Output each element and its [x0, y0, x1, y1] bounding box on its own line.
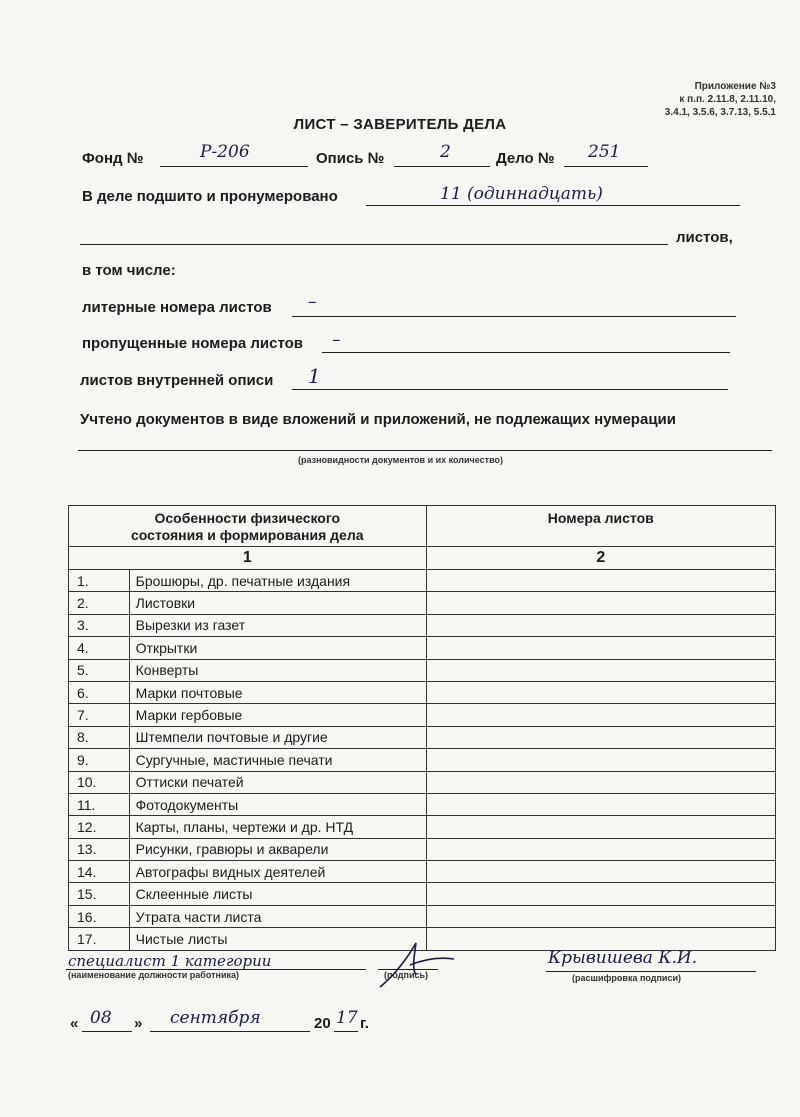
row-page-numbers — [426, 928, 775, 950]
name-line — [546, 971, 756, 972]
row-page-numbers — [426, 816, 775, 838]
missing-pages-label: пропущенные номера листов — [82, 335, 303, 352]
date-year-prefix: 20 — [314, 1015, 331, 1032]
annex-line-2: к п.п. 2.11.8, 2.11.10, — [679, 94, 776, 105]
row-number: 3. — [69, 614, 130, 636]
inventory-value: 2 — [440, 142, 451, 162]
row-page-numbers — [426, 704, 775, 726]
row-number: 16. — [69, 905, 130, 927]
row-feature: Сургучные, мастичные печати — [129, 749, 426, 771]
row-number: 10. — [69, 771, 130, 793]
signature-caption: (подпись) — [384, 970, 429, 980]
row-feature: Оттиски печатей — [129, 771, 426, 793]
date-month: сентября — [170, 1008, 261, 1028]
row-page-numbers — [426, 614, 775, 636]
table-row — [69, 637, 776, 659]
inner-inventory-label: листов внутренней описи — [80, 372, 274, 389]
row-number: 9. — [69, 749, 130, 771]
including-label: в том числе: — [82, 262, 176, 279]
date-year-suffix: 17 — [336, 1008, 358, 1028]
table-row — [69, 905, 776, 927]
row-feature: Штемпели почтовые и другие — [129, 726, 426, 748]
name-value: Крывишева К.И. — [548, 948, 698, 968]
inventory-line — [394, 166, 490, 167]
row-page-numbers — [426, 749, 775, 771]
table-row — [69, 681, 776, 703]
row-page-numbers — [426, 726, 775, 748]
filed-suffix: листов, — [676, 229, 733, 246]
missing-pages-value: – — [332, 330, 341, 350]
table-column-numbers — [69, 547, 776, 570]
row-number: 4. — [69, 637, 130, 659]
row-page-numbers — [426, 659, 775, 681]
row-page-numbers — [426, 793, 775, 815]
date-year-line — [334, 1031, 358, 1032]
filed-line — [366, 205, 740, 206]
table-row — [69, 749, 776, 771]
attachments-label: Учтено документов в виде вложений и приложений, не подлежащих нумерации — [80, 411, 676, 428]
row-number: 8. — [69, 726, 130, 748]
row-number: 7. — [69, 704, 130, 726]
row-feature: Автографы видных деятелей — [129, 861, 426, 883]
header-col1: Особенности физического состояния и формирования дела — [69, 506, 427, 547]
letter-pages-value: – — [308, 292, 317, 312]
date-year-end: г. — [360, 1015, 369, 1032]
row-number: 1. — [69, 570, 130, 592]
row-number: 11. — [69, 793, 130, 815]
table-row — [69, 816, 776, 838]
row-feature: Открытки — [129, 637, 426, 659]
annex-line-3: 3.4.1, 3.5.6, 3.7.13, 5.5.1 — [664, 107, 776, 118]
table-row — [69, 592, 776, 614]
missing-pages-line — [322, 352, 730, 353]
inner-inventory-line — [292, 389, 728, 390]
table-header — [69, 506, 776, 547]
table-row — [69, 883, 776, 905]
table-row — [69, 659, 776, 681]
row-page-numbers — [426, 637, 775, 659]
row-feature: Брошюры, др. печатные издания — [129, 570, 426, 592]
table-row — [69, 861, 776, 883]
row-feature: Марки гербовые — [129, 704, 426, 726]
inventory-label: Опись № — [316, 150, 385, 167]
attachments-caption: (разновидности документов и их количество) — [298, 455, 503, 465]
table-row — [69, 793, 776, 815]
header-col2: Номера листов — [426, 506, 775, 547]
row-page-numbers — [426, 771, 775, 793]
date-close-quote: » — [134, 1015, 143, 1032]
row-feature: Марки почтовые — [129, 681, 426, 703]
position-caption: (наименование должности работника) — [68, 970, 240, 980]
inner-inventory-value: 1 — [308, 364, 321, 388]
table-row — [69, 704, 776, 726]
row-page-numbers — [426, 681, 775, 703]
letter-pages-line — [292, 316, 736, 317]
annex-line-1: Приложение №3 — [694, 81, 776, 92]
row-page-numbers — [426, 570, 775, 592]
row-feature: Вырезки из газет — [129, 614, 426, 636]
fund-value: Р-206 — [200, 142, 250, 162]
row-number: 13. — [69, 838, 130, 860]
case-line — [564, 166, 648, 167]
name-caption: (расшифровка подписи) — [572, 973, 681, 983]
row-feature: Фотодокументы — [129, 793, 426, 815]
table-row — [69, 726, 776, 748]
col2-number: 2 — [426, 547, 775, 570]
row-feature: Конверты — [129, 659, 426, 681]
row-page-numbers — [426, 838, 775, 860]
fund-label: Фонд № — [82, 150, 144, 167]
col1-number: 1 — [69, 547, 427, 570]
row-number: 2. — [69, 592, 130, 614]
row-number: 12. — [69, 816, 130, 838]
attachments-line — [78, 450, 772, 451]
handwritten-signature — [370, 935, 460, 995]
row-number: 15. — [69, 883, 130, 905]
row-page-numbers — [426, 861, 775, 883]
row-feature: Рисунки, гравюры и акварели — [129, 838, 426, 860]
annex-note — [665, 80, 776, 119]
row-feature: Карты, планы, чертежи и др. НТД — [129, 816, 426, 838]
date-day-line — [82, 1031, 132, 1032]
letter-pages-label: литерные номера листов — [82, 299, 272, 316]
case-label: Дело № — [496, 150, 555, 167]
table-row — [69, 570, 776, 592]
row-feature: Склеенные листы — [129, 883, 426, 905]
filed-value: 11 (одиннадцать) — [440, 184, 603, 204]
row-number: 14. — [69, 861, 130, 883]
row-number: 6. — [69, 681, 130, 703]
case-value: 251 — [588, 142, 621, 162]
row-page-numbers — [426, 883, 775, 905]
position-value: специалист 1 категории — [68, 952, 272, 970]
row-number: 17. — [69, 928, 130, 950]
filed-line-2 — [80, 244, 668, 245]
table-row — [69, 838, 776, 860]
row-feature: Утрата части листа — [129, 905, 426, 927]
features-table — [68, 505, 776, 951]
filed-label: В деле подшито и пронумеровано — [82, 188, 338, 205]
table-row — [69, 614, 776, 636]
table-row — [69, 771, 776, 793]
date-day: 08 — [90, 1008, 112, 1028]
date-month-line — [150, 1031, 310, 1032]
row-page-numbers — [426, 905, 775, 927]
page-title: ЛИСТ – ЗАВЕРИТЕЛЬ ДЕЛА — [293, 116, 507, 133]
row-feature: Листовки — [129, 592, 426, 614]
fund-line — [160, 166, 308, 167]
date-open-quote: « — [70, 1015, 79, 1032]
row-page-numbers — [426, 592, 775, 614]
row-number: 5. — [69, 659, 130, 681]
row-feature: Чистые листы — [129, 928, 426, 950]
